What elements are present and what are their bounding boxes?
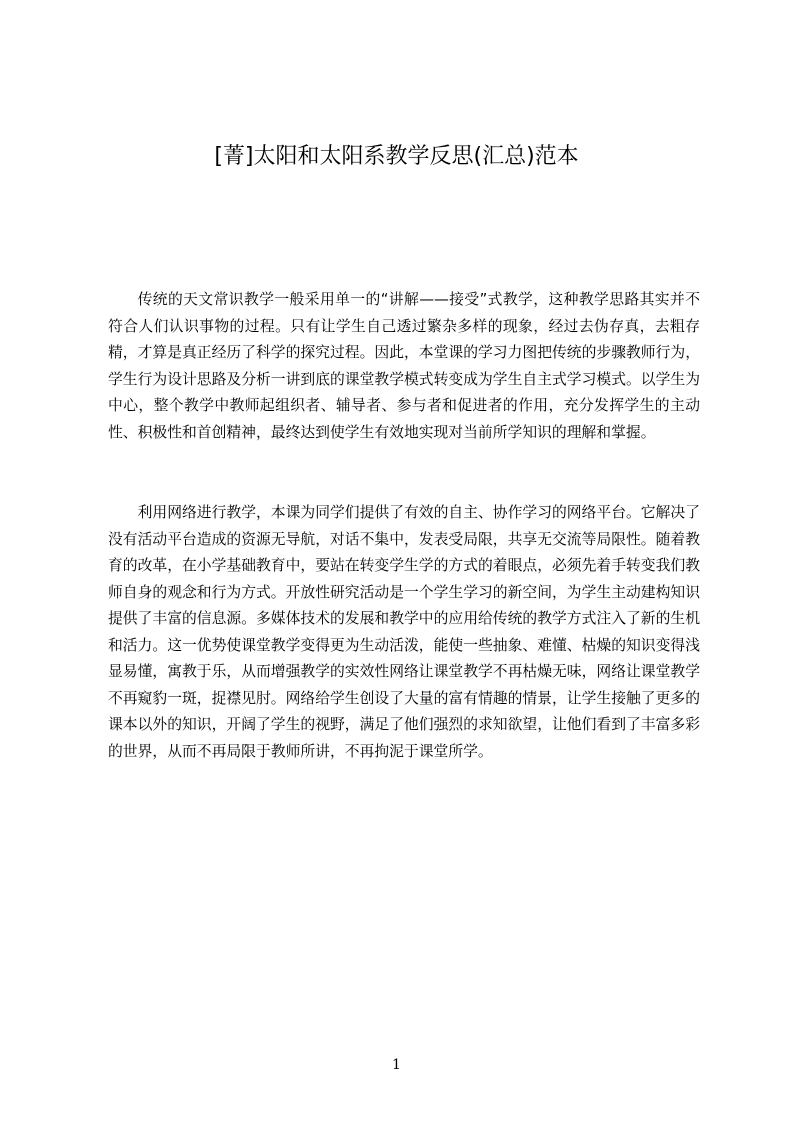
page-number: 1 xyxy=(392,1057,401,1073)
body-paragraph-1: 传统的天文常识教学一般采用单一的“讲解——接受”式教学，这种教学思路其实并不符合人们认识事物的过程。只有让学生自己透过繁杂多样的现象，经过去伪存真，去粗存精，才算是真正经历了科学的探究过程。因此，本堂课的学习力图把传统的步骤教师行为，学生行为设计思路及分析一讲到底的课堂教学模式转变成为学生自主式学习模式。以学生为中心，整个教学中教师起组织者、辅导者、参与者和促进者的作用，充分发挥学生的主动性、积极性和首创精神，最终达到使学生有效地实现对当前所学知识的理解和掌握。 xyxy=(108,291,700,441)
document-title: [菁]太阳和太阳系教学反思(汇总)范本 xyxy=(214,144,579,169)
body-paragraph-2: 利用网络进行教学，本课为同学们提供了有效的自主、协作学习的网络平台。它解决了没有活动平台造成的资源无导航，对话不集中，发表受局限，共享无交流等局限性。随着教育的改革，在小学基础教育中，要站在转变学生学的方式的着眼点，必须先着手转变我们教师自身的观念和行为方式。开放性研究活动是一个学生学习的新空间，为学生主动建构知识提供了丰富的信息源。多媒体技术的发展和教学中的应用给传统的教学方式注入了新的生机和活力。这一优势使课堂教学变得更为生动活泼，能使一些抽象、难懂、枯燥的知识变得浅显易懂，寓教于乐，从而增强教学的实效性网络让课堂教学不再枯燥无味，网络让课堂教学不再窥豹一斑，捉襟见肘。网络给学生创设了大量的富有情趣的情景，让学生接触了更多的课本以外的知识，开阔了学生的视野，满足了他们强烈的求知欲望，让他们看到了丰富多彩的世界，从而不再局限于教师所讲，不再拘泥于课堂所学。 xyxy=(108,504,700,760)
